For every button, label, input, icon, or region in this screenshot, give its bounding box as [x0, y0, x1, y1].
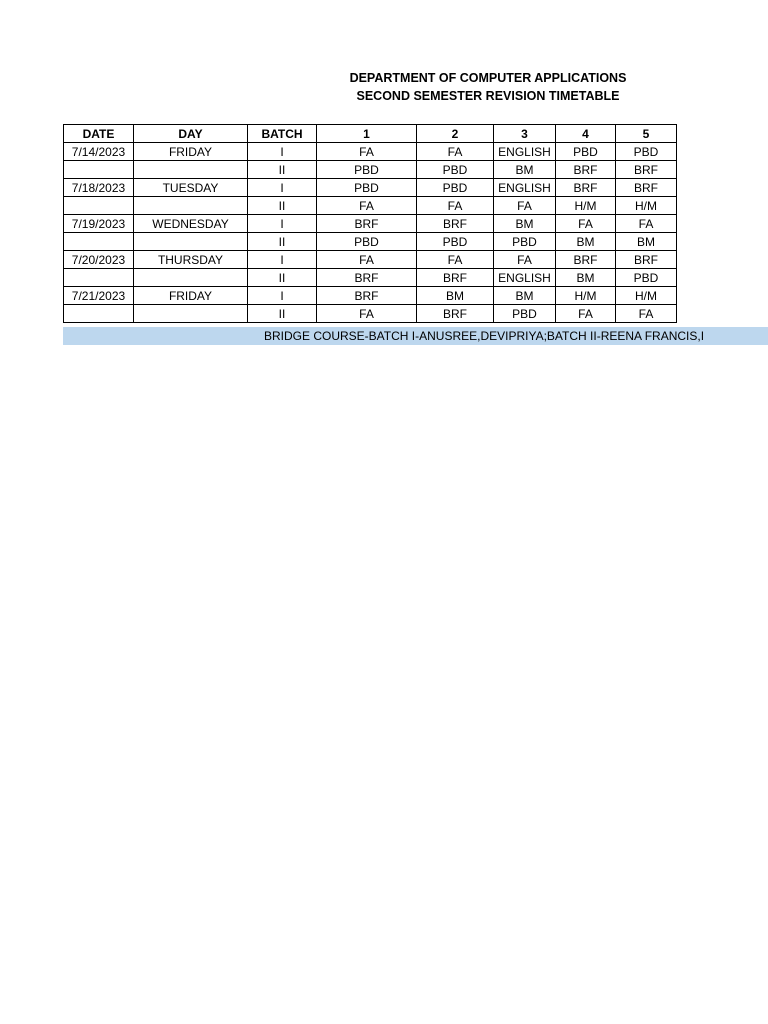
header-period-1: 1 [317, 125, 417, 143]
period-5-cell: PBD [616, 143, 677, 161]
day-cell: WEDNESDAY [134, 215, 248, 233]
period-2-cell: BRF [417, 305, 494, 323]
day-cell [134, 305, 248, 323]
date-cell [64, 269, 134, 287]
date-cell: 7/14/2023 [64, 143, 134, 161]
period-3-cell: ENGLISH [494, 269, 556, 287]
period-3-cell: ENGLISH [494, 143, 556, 161]
period-2-cell: BRF [417, 269, 494, 287]
period-5-cell: BRF [616, 251, 677, 269]
period-3-cell: PBD [494, 233, 556, 251]
period-1-cell: PBD [317, 161, 417, 179]
period-4-cell: PBD [556, 143, 616, 161]
day-cell [134, 233, 248, 251]
table-header-row [64, 125, 677, 143]
date-cell: 7/19/2023 [64, 215, 134, 233]
period-2-cell: BRF [417, 215, 494, 233]
timetable-title: SECOND SEMESTER REVISION TIMETABLE [356, 89, 620, 103]
date-cell: 7/21/2023 [64, 287, 134, 305]
period-3-cell: PBD [494, 305, 556, 323]
date-cell [64, 197, 134, 215]
day-cell [134, 161, 248, 179]
period-3-cell: ENGLISH [494, 179, 556, 197]
period-5-cell: H/M [616, 287, 677, 305]
period-3-cell: BM [494, 287, 556, 305]
period-1-cell: FA [317, 197, 417, 215]
period-4-cell: BM [556, 269, 616, 287]
batch-cell: I [248, 251, 317, 269]
batch-cell: II [248, 161, 317, 179]
period-3-cell: FA [494, 251, 556, 269]
period-5-cell: H/M [616, 197, 677, 215]
table-row [64, 305, 677, 323]
batch-cell: I [248, 143, 317, 161]
period-3-cell: FA [494, 197, 556, 215]
day-cell: TUESDAY [134, 179, 248, 197]
date-cell [64, 161, 134, 179]
period-4-cell: BRF [556, 161, 616, 179]
date-cell [64, 233, 134, 251]
table-row [64, 251, 677, 269]
period-1-cell: FA [317, 251, 417, 269]
batch-cell: II [248, 233, 317, 251]
header-day: DAY [134, 125, 248, 143]
period-4-cell: H/M [556, 197, 616, 215]
period-4-cell: FA [556, 305, 616, 323]
period-4-cell: H/M [556, 287, 616, 305]
period-5-cell: FA [616, 215, 677, 233]
period-1-cell: BRF [317, 269, 417, 287]
batch-cell: I [248, 287, 317, 305]
header-period-3: 3 [494, 125, 556, 143]
batch-cell: I [248, 215, 317, 233]
period-1-cell: PBD [317, 179, 417, 197]
date-cell: 7/18/2023 [64, 179, 134, 197]
table-row [64, 215, 677, 233]
period-1-cell: FA [317, 305, 417, 323]
period-2-cell: PBD [417, 233, 494, 251]
bridge-course-banner [63, 327, 768, 345]
period-3-cell: BM [494, 215, 556, 233]
batch-cell: I [248, 179, 317, 197]
table-row [64, 197, 677, 215]
period-1-cell: BRF [317, 215, 417, 233]
day-cell [134, 269, 248, 287]
table-row [64, 143, 677, 161]
header-date: DATE [64, 125, 134, 143]
bridge-course-note: BRIDGE COURSE-BATCH I-ANUSREE,DEVIPRIYA;BATCH II-REENA FRANCIS,I [264, 329, 705, 343]
header-period-4: 4 [556, 125, 616, 143]
day-cell: FRIDAY [134, 287, 248, 305]
period-2-cell: FA [417, 197, 494, 215]
timetable-table [63, 124, 677, 323]
batch-cell: II [248, 269, 317, 287]
day-cell: THURSDAY [134, 251, 248, 269]
period-4-cell: FA [556, 215, 616, 233]
batch-cell: II [248, 197, 317, 215]
period-2-cell: PBD [417, 179, 494, 197]
date-cell: 7/20/2023 [64, 251, 134, 269]
period-2-cell: FA [417, 251, 494, 269]
period-5-cell: PBD [616, 269, 677, 287]
date-cell [64, 305, 134, 323]
period-5-cell: BRF [616, 161, 677, 179]
period-1-cell: FA [317, 143, 417, 161]
period-4-cell: BRF [556, 251, 616, 269]
period-4-cell: BM [556, 233, 616, 251]
period-5-cell: BM [616, 233, 677, 251]
period-3-cell: BM [494, 161, 556, 179]
table-row [64, 233, 677, 251]
day-cell: FRIDAY [134, 143, 248, 161]
batch-cell: II [248, 305, 317, 323]
period-2-cell: PBD [417, 161, 494, 179]
header-period-2: 2 [417, 125, 494, 143]
period-4-cell: BRF [556, 179, 616, 197]
period-5-cell: FA [616, 305, 677, 323]
table-row [64, 287, 677, 305]
period-5-cell: BRF [616, 179, 677, 197]
timetable-body [64, 143, 677, 323]
period-1-cell: PBD [317, 233, 417, 251]
document-title [330, 69, 646, 105]
header-period-5: 5 [616, 125, 677, 143]
department-title: DEPARTMENT OF COMPUTER APPLICATIONS [349, 71, 627, 85]
table-row [64, 179, 677, 197]
table-row [64, 161, 677, 179]
header-batch: BATCH [248, 125, 317, 143]
period-2-cell: BM [417, 287, 494, 305]
period-1-cell: BRF [317, 287, 417, 305]
period-2-cell: FA [417, 143, 494, 161]
table-row [64, 269, 677, 287]
day-cell [134, 197, 248, 215]
